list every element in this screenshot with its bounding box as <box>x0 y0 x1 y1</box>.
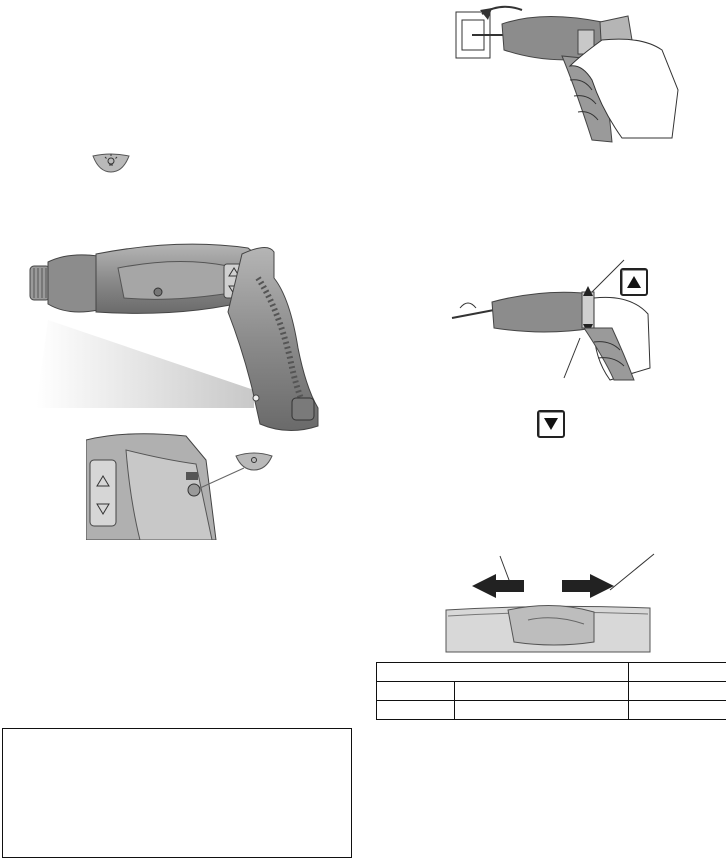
table-cell <box>455 701 629 720</box>
spec-table <box>376 662 726 720</box>
up-triangle-icon <box>622 270 646 294</box>
light-button-closeup <box>86 430 276 540</box>
forward-direction-button <box>620 268 648 296</box>
note-box <box>2 728 352 858</box>
slide-switch-illustration <box>444 550 656 654</box>
table-row <box>377 663 726 682</box>
table-cell <box>377 663 629 682</box>
table-cell <box>629 663 726 682</box>
table-row <box>377 682 726 701</box>
light-button-icon <box>91 152 131 174</box>
table-cell <box>377 682 455 701</box>
screwdriver-light-illustration <box>28 238 328 438</box>
hand-grip-wall-illustration <box>452 0 682 150</box>
table-cell <box>455 682 629 701</box>
down-triangle-icon <box>539 412 563 436</box>
table-cell <box>629 682 726 701</box>
table-row <box>377 701 726 720</box>
table-cell <box>377 701 455 720</box>
reverse-direction-button <box>537 410 565 438</box>
table-cell <box>629 701 726 720</box>
